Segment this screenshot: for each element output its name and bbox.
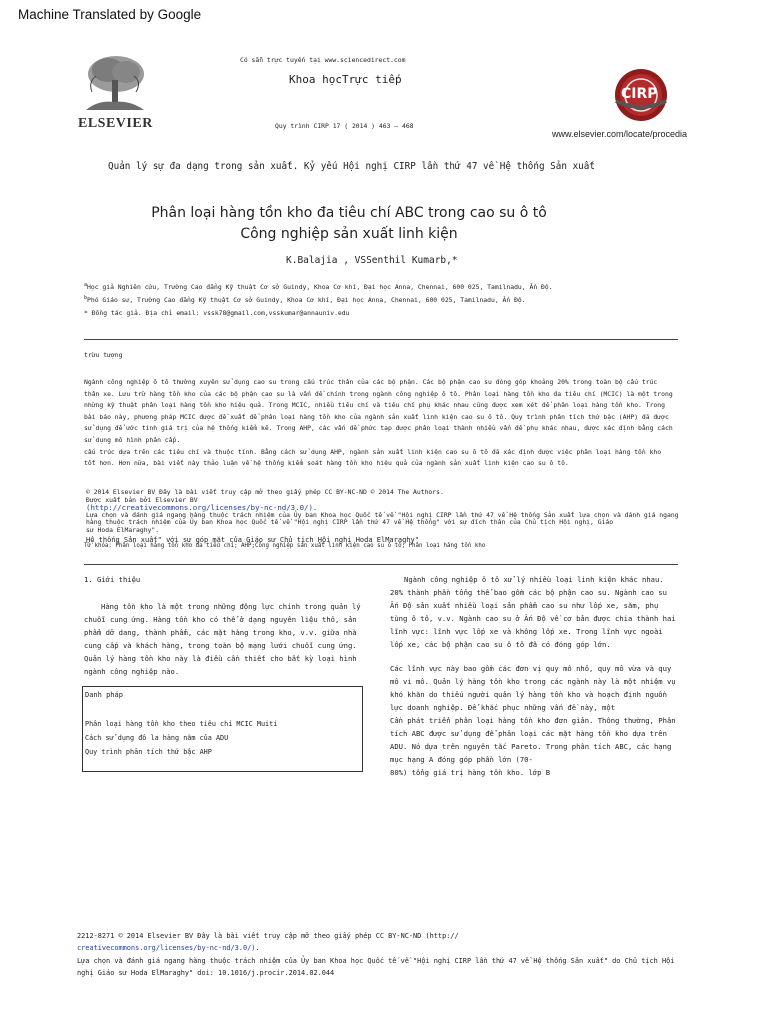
affiliations bbox=[84, 281, 553, 305]
abstract-line: bài báo này, phương pháp MCIC được đề xuất để phân loại hàng tồn kho của ngành sản xuất linh kiện cao su ô tô. Quy trình phân tích thứ bậc (AHP) đã được bbox=[84, 412, 669, 421]
paragraph-line: cung cấp và khách hàng, trong toàn bộ mạng lưới chuỗi cung ứng. bbox=[84, 641, 357, 650]
paragraph-line: mô vi mô. Quản lý hàng tồn kho trong các ngành này là một nhiệm vụ bbox=[390, 677, 676, 686]
keywords: Từ khóa: Phân loại hàng tồn kho đa tiêu chí; AHP;Công nghiệp sản xuất linh kiện cao su ô tô; Phân loại hàng tồn kho bbox=[84, 543, 486, 549]
paragraph-line: 80%) tổng giá trị hàng tồn kho. lớp B bbox=[390, 768, 551, 777]
footer-license-link[interactable]: creativecommons.org/licenses/by-nc-nd/3.0/). bbox=[77, 944, 260, 953]
paragraph-line: khó khăn do thiếu người quản lý hàng tồn kho và hoạch định nguồn bbox=[390, 690, 667, 699]
nomenclature-item: Cách sử dụng đô la hàng năm của ADU bbox=[85, 734, 229, 742]
elsevier-logo bbox=[78, 52, 152, 132]
nomenclature-item: Quy trình phân tích thứ bậc AHP bbox=[85, 748, 212, 756]
journal-name: Khoa họcTrực tiếp bbox=[289, 73, 402, 86]
copyright-line: Lựa chọn và đánh giá ngang hàng thuộc trách nhiệm của Ủy ban Khoa học Quốc tế về "Hội nghị CIRP lần thứ 47 về Hệ thống Sản xuất lựa chọn và đánh giá ngang bbox=[86, 510, 679, 519]
title-line-2: Công nghiệp sản xuất linh kiện bbox=[240, 226, 458, 242]
section-heading-intro: 1. Giới thiệu bbox=[84, 575, 141, 584]
paragraph-line: Hàng tồn kho là một trong những động lực chính trong quản lý bbox=[101, 602, 361, 611]
copyright-line: © 2014 Elsevier BV Đây là bài viết truy cập mở theo giấy phép CC BY-NC-ND © 2014 The Authors. bbox=[86, 488, 444, 496]
nomenclature-item: Phân loại hàng tồn kho theo tiêu chí MCIC Muiti bbox=[85, 720, 278, 728]
journal-citation: Quy trình CIRP 17 ( 2014 ) 463 – 468 bbox=[275, 122, 414, 130]
paragraph-line: chuỗi cung ứng. Hàng tồn kho có thể ở dạng nguyên liệu thô, sản bbox=[84, 615, 357, 624]
abstract-line: những kỹ thuật phân loại hàng tồn kho hiệu quả. Trong MCIC, nhiều tiêu chí và tiêu chí phụ khác nhau cũng được xem xét để phân loại hàng tồn kho. Trong bbox=[84, 401, 665, 410]
paragraph-line: mục hạng A đóng góp phần lớn (70- bbox=[390, 755, 533, 764]
nomenclature-box bbox=[82, 686, 363, 772]
paragraph-line: 20% thành phần tổng thể bao gồm các bộ phận cao su. Ngành cao su bbox=[390, 588, 667, 597]
divider-top bbox=[84, 339, 678, 340]
cirp-logo-text: CIRP bbox=[621, 86, 658, 102]
footer bbox=[77, 930, 677, 980]
available-online: Có sẵn trực tuyến tại www.sciencedirect.com bbox=[240, 56, 406, 64]
paragraph-line: Ngành công nghiệp ô tô xử lý nhiều loại linh kiện khác nhau. bbox=[404, 575, 664, 584]
copyright-line: Được xuất bản bởi Elsevier BV bbox=[86, 495, 198, 504]
nomenclature-title: Danh pháp bbox=[85, 691, 123, 699]
abstract-line: thân xe. Lưu trữ hàng tồn kho của các bộ phận cao su là vấn đề chính trong ngành công nghiệp ô tô. Phân loại hàng tồn kho đa tiêu chí (MCIC) là một trong bbox=[84, 389, 673, 398]
paragraph-line: lốp xe, các bộ phận cao su ô tô đã có đóng góp lớn. bbox=[390, 640, 611, 649]
abstract-line: sử dụng mô hình phân cấp. bbox=[84, 435, 181, 444]
affiliation-a: $^a$Học giả Nghiên cứu, Trường Cao đẳng Kỹ thuật Cơ sở Guindy, Khoa Cơ khí, Đại học Anna, Chennai, 600 025, Tamilnadu, Ấn Độ. bbox=[84, 282, 553, 292]
cirp-logo bbox=[606, 67, 676, 123]
paragraph-line: Quản lý hàng tồn kho này là điều cần thiết cho bất kỳ loại hình bbox=[84, 654, 357, 663]
paragraph-line: phẩm dở dang, thành phẩm, các mặt hàng trong kho, v.v. giữa nhà bbox=[84, 628, 357, 637]
paragraph-line: lực doanh nghiệp. Để khắc phục những vấn đề này, một bbox=[390, 703, 616, 712]
divider-bottom bbox=[84, 564, 678, 565]
elsevier-wordmark: ELSEVIER bbox=[78, 116, 153, 131]
conference-name: Quản lý sự đa dạng trong sản xuất. Kỷ yếu Hội nghị CIRP lần thứ 47 về Hệ thống Sản xuất bbox=[108, 161, 595, 172]
abstract-line: sử dụng để ước tính giá trị của hệ thống kiểm kê. Trong AHP, các vấn đề phức tạp được phân loại thành nhiều vấn đề phụ khác nhau, được xác định bằng cách bbox=[84, 424, 673, 433]
paragraph-line: Các lĩnh vực này bao gồm các đơn vị quy mô nhỏ, quy mô vừa và quy bbox=[390, 664, 672, 673]
elsevier-tree-icon bbox=[78, 52, 150, 114]
footer-line: Lựa chọn và đánh giá ngang hàng thuộc trách nhiệm của Ủy ban Khoa học Quốc tế về "Hội nghị CIRP lần thứ 47 về Hệ thống Sản xuất" do Chủ tịch Hội bbox=[77, 956, 675, 965]
paragraph-line: lĩnh vực: lĩnh vực lốp xe và không lốp xe. Trong lĩnh vực ngoài bbox=[390, 627, 663, 636]
paragraph-line: Ấn Độ sản xuất nhiều loại sản phẩm cao su như lốp xe, săm, phụ bbox=[390, 601, 659, 610]
paper-title bbox=[84, 203, 614, 245]
corresponding-author: * Đồng tác giả. Địa chỉ email: vssk78@gmail.com,vsskumar@annauniv.edu bbox=[84, 309, 350, 317]
intro-left-column bbox=[84, 600, 369, 678]
abstract-line: Ngành công nghiệp ô tô thường xuyên sử dụng cao su trong cấu trúc thân của các bộ phận. Các bộ phận cao su đóng góp khoảng 20% trong toàn bộ cấu trúc bbox=[84, 378, 658, 386]
copyright-block bbox=[86, 489, 679, 544]
affiliation-b: $^b$Phó Giáo sư, Trường Cao đẳng Kỹ thuật Cơ sở Guindy, Khoa Cơ khí, Đại học Anna, Chennai, 600 025, Tamilnadu, Ấn Độ. bbox=[84, 295, 526, 305]
title-line-1: Phân loại hàng tồn kho đa tiêu chí ABC trong cao su ô tô bbox=[151, 205, 547, 221]
procedia-url: www.elsevier.com/locate/procedia bbox=[552, 129, 688, 139]
copyright-line: sư Hoda ElMaraghy". bbox=[86, 525, 160, 534]
paragraph-line: Cần phát triển phân loại hàng tồn kho đơn giản. Thông thường, Phân bbox=[390, 716, 676, 725]
nomenclature-list bbox=[85, 717, 277, 759]
copyright-line: Hệ thống Sản xuất" với sự góp mặt của Giáo sư Chủ tịch Hội nghị Hoda ElMaraghy" bbox=[86, 535, 419, 544]
intro-right-column-a bbox=[390, 573, 680, 651]
paragraph-line: tích ABC được sử dụng để phân loại các mặt hàng tồn kho dựa trên bbox=[390, 729, 667, 738]
abstract-line: cấu trúc dựa trên các tiêu chí và thuộc tính. Bằng cách sử dụng AHP, ngành sản xuất linh kiện cao su ô tô đã xác định được việc phân loại hàng tồn kho bbox=[84, 447, 662, 456]
license-link[interactable]: (http://creativecommons.org/licenses/by-nc-nd/3.0/). bbox=[86, 503, 318, 513]
intro-right-column-b bbox=[390, 662, 680, 779]
abstract-body bbox=[84, 377, 673, 470]
paragraph-line: tùng ô tô, v.v. Ngành cao su ở Ấn Độ về cơ bản được chia thành hai bbox=[390, 614, 676, 623]
paragraph-line: ngành công nghiệp nào. bbox=[84, 667, 180, 676]
footer-line: 2212-8271 © 2014 Elsevier BV Đây là bài viết truy cập mở theo giấy phép CC BY-NC-ND (http:// bbox=[77, 932, 459, 940]
authors: K.Balajia , VSSenthil Kumarb,* bbox=[286, 255, 458, 266]
copyright-line: hàng thuộc trách nhiệm của Ủy ban Khoa học Quốc tế về "Hội nghị CIRP lần thứ 47 về Hệ thống" với sự đích thân của Chủ tịch Hội nghị, Giáo bbox=[86, 518, 614, 527]
abstract-heading: trừu tượng bbox=[84, 351, 123, 359]
paragraph-line: ADU. Nó dựa trên nguyên tắc Pareto. Trong phân tích ABC, các hạng bbox=[390, 742, 672, 751]
abstract-line: tốt hơn. Hơn nữa, bài viết này thảo luận về hệ thống kiểm soát hàng tồn kho hiệu quả của ngành sản xuất linh kiện cao su ô tô. bbox=[84, 459, 569, 468]
machine-translation-banner: Machine Translated by Google bbox=[18, 7, 202, 22]
footer-line: nghị Giáo sư Hoda ElMaraghy" doi: 10.1016/j.procir.2014.02.044 bbox=[77, 969, 335, 978]
